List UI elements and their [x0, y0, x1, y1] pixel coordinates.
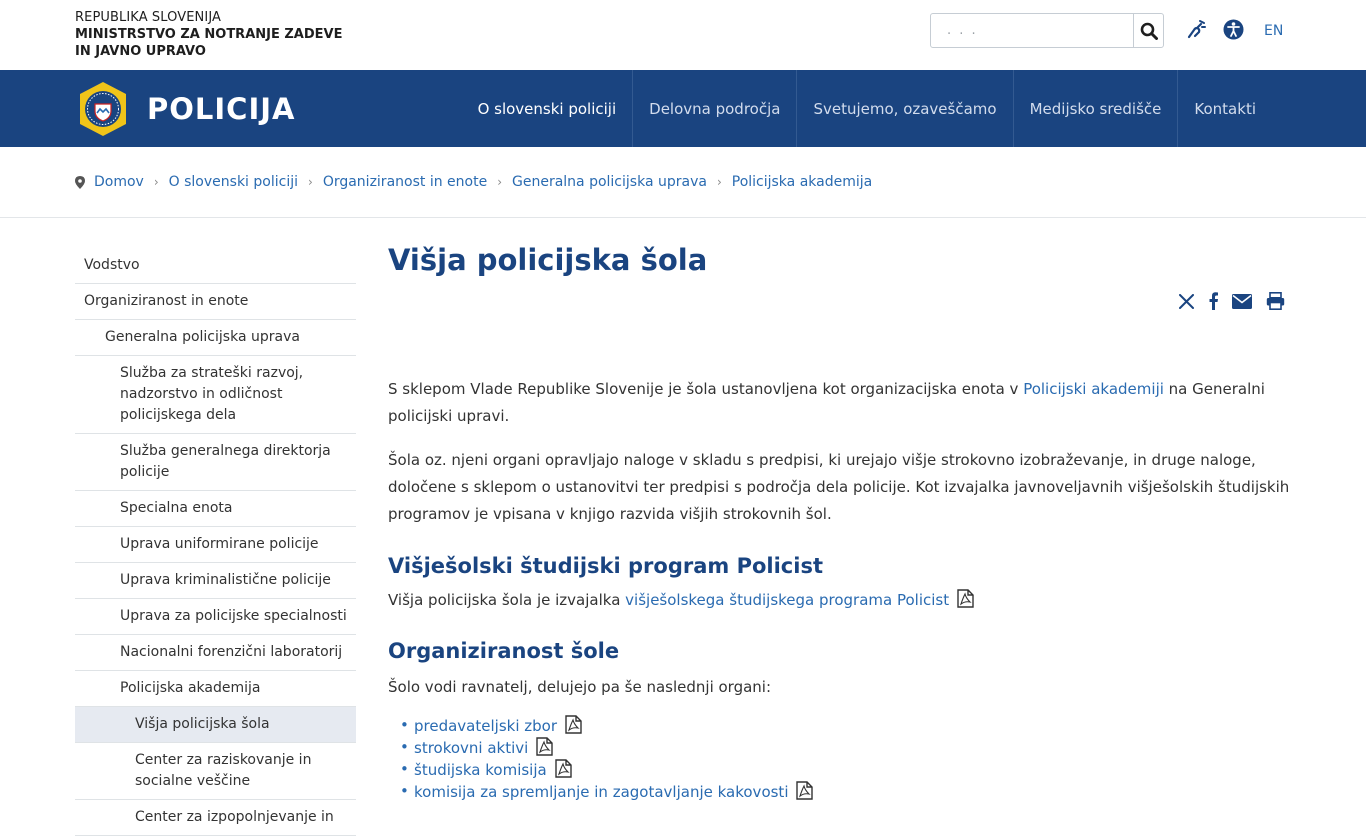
pdf-icon — [957, 589, 974, 608]
organs-list — [388, 715, 1293, 803]
list-item — [414, 759, 1293, 781]
organ-link-predavateljski-zbor[interactable]: predavateljski zbor — [414, 717, 557, 735]
print-icon[interactable] — [1266, 292, 1285, 310]
chevron-right-icon: › — [308, 175, 313, 189]
policijska-akademija-link[interactable]: Policijski akademiji — [1023, 380, 1164, 398]
sidebar-item-forenzicni[interactable]: Nacionalni forenzični laboratorij — [75, 635, 356, 671]
x-twitter-icon[interactable] — [1179, 294, 1194, 309]
language-switch-en[interactable]: EN — [1264, 23, 1284, 39]
accessibility-button[interactable] — [1223, 19, 1244, 44]
sidebar-item-visja-policijska-sola[interactable]: Višja policijska šola — [75, 707, 356, 743]
organ-link-studijska-komisija[interactable]: študijska komisija — [414, 761, 547, 779]
facebook-icon[interactable] — [1208, 292, 1218, 310]
pdf-icon — [536, 737, 553, 756]
header-tools — [1185, 18, 1283, 44]
list-item — [414, 737, 1293, 759]
program-paragraph — [388, 587, 1293, 614]
sidebar-item-specialnosti[interactable]: Uprava za policijske specialnosti — [75, 599, 356, 635]
chevron-right-icon: › — [497, 175, 502, 189]
breadcrumb — [0, 147, 1366, 218]
search-input[interactable] — [931, 14, 1133, 47]
sidebar-item-policijska-akademija[interactable]: Policijska akademija — [75, 671, 356, 707]
pdf-icon — [796, 781, 813, 800]
program-policist-link[interactable]: višješolskega študijskega programa Policist — [625, 591, 950, 609]
sidebar-item-gpu[interactable]: Generalna policijska uprava — [75, 320, 356, 356]
ministry-logo[interactable] — [75, 9, 342, 60]
sidebar-item-sluzba-gen-direktorja[interactable]: Služba generalnega direktorja policije — [75, 434, 356, 491]
organ-link-strokovni-aktivi[interactable]: strokovni aktivi — [414, 739, 529, 757]
breadcrumb-policijska-akademija[interactable]: Policijska akademija — [731, 174, 873, 190]
sidebar-menu — [75, 248, 356, 836]
search-button[interactable] — [1133, 14, 1163, 47]
nav-item-delovna-podrocja[interactable]: Delovna področja — [632, 70, 796, 147]
ministry-line2: MINISTRSTVO ZA NOTRANJE ZADEVE — [75, 27, 343, 42]
email-icon[interactable] — [1232, 294, 1252, 309]
breadcrumb-generalna-policijska-uprava[interactable]: Generalna policijska uprava — [512, 174, 707, 190]
nav-menu — [462, 70, 1366, 147]
intro-text-after: na Generalni policijski upravi. — [388, 380, 1265, 425]
ministry-line3: IN JAVNO UPRAVO — [75, 44, 206, 59]
sidebar-item-center-raziskovanje[interactable]: Center za raziskovanje in socialne veščine — [75, 743, 356, 800]
sign-language-button[interactable] — [1185, 18, 1207, 44]
program-heading: Višješolski študijski program Policist — [388, 554, 823, 578]
sidebar-item-specialna-enota[interactable]: Specialna enota — [75, 491, 356, 527]
top-bar — [0, 0, 1366, 70]
sidebar-item-strateski-razvoj[interactable]: Služba za strateški razvoj, nadzorstvo in odličnost policijskega dela — [75, 356, 356, 434]
policija-logo[interactable] — [77, 80, 295, 138]
share-tools — [1179, 292, 1285, 310]
intro-paragraph — [388, 376, 1293, 430]
sidebar-item-uniformirana[interactable]: Uprava uniformirane policije — [75, 527, 356, 563]
accessibility-icon — [1223, 19, 1244, 40]
list-item — [414, 781, 1293, 803]
nav-item-svetujemo[interactable]: Svetujemo, ozaveščamo — [796, 70, 1012, 147]
breadcrumb-organiziranost[interactable]: Organiziranost in enote — [322, 174, 488, 190]
nav-item-medijsko-sredisce[interactable]: Medijsko središče — [1013, 70, 1178, 147]
chevron-right-icon: › — [153, 175, 159, 189]
sidebar-item-vodstvo[interactable]: Vodstvo — [75, 248, 356, 284]
sign-language-icon — [1185, 18, 1207, 40]
intro-text-before: S sklepom Vlade Republike Slovenije je šola ustanovljena kot organizacijska enota v — [388, 380, 1024, 398]
tasks-paragraph: Šola oz. njeni organi opravljajo naloge v skladu s predpisi, ki urejajo višje strokovno izobraževanje, in druge naloge, določene s sklepom o ustanovitvi ter predpisi s področja dela policije. Kot izvajalka javnoveljavnih višješolskih študijskih programov je vpisana v knjigo razvida višjih strokovnih šol. — [388, 451, 1290, 523]
pdf-icon — [555, 759, 572, 778]
search-icon — [1140, 22, 1158, 40]
search-box — [930, 13, 1164, 48]
pdf-icon — [565, 715, 582, 734]
chevron-right-icon: › — [716, 175, 722, 189]
program-text: Višja policijska šola je izvajalka — [388, 591, 626, 609]
page-title: Višja policijska šola — [388, 243, 708, 277]
breadcrumb-home[interactable]: Domov — [94, 174, 144, 190]
list-item — [414, 715, 1293, 737]
sidebar-item-center-izpopolnjevanje[interactable]: Center za izpopolnjevanje in — [75, 800, 356, 836]
nav-item-kontakti[interactable]: Kontakti — [1177, 70, 1366, 147]
sidebar-item-kriminalisticna[interactable]: Uprava kriminalistične policije — [75, 563, 356, 599]
brand-title: POLICIJA — [147, 92, 296, 126]
organization-heading: Organiziranost šole — [388, 639, 620, 663]
organization-paragraph: Šolo vodi ravnatelj, delujejo pa še naslednji organi: — [388, 678, 772, 696]
ministry-line1: REPUBLIKA SLOVENIJA — [75, 10, 222, 25]
sidebar-item-organiziranost[interactable]: Organiziranost in enote — [75, 284, 356, 320]
police-badge-icon — [77, 80, 129, 138]
main-content — [388, 238, 1293, 803]
nav-item-o-slovenski-policiji[interactable]: O slovenski policiji — [477, 99, 617, 118]
breadcrumb-o-slovenski-policiji[interactable]: O slovenski policiji — [168, 174, 298, 190]
map-marker-icon — [75, 176, 85, 189]
main-navigation — [0, 70, 1366, 147]
organ-link-komisija-kakovost[interactable]: komisija za spremljanje in zagotavljanje kakovosti — [414, 783, 789, 801]
